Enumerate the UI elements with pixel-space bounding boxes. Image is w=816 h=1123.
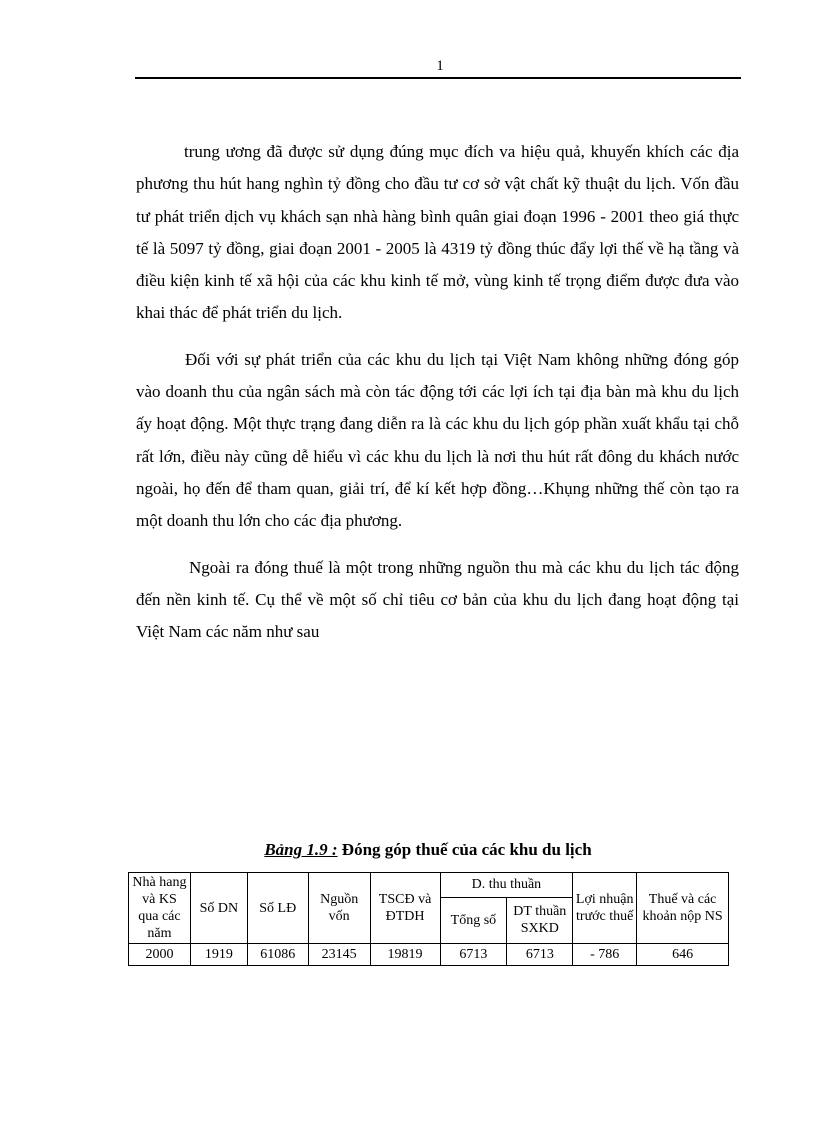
header-rule xyxy=(135,77,741,79)
cell-dt-sxkd: 6713 xyxy=(507,944,573,966)
header-so-dn: Số DN xyxy=(190,873,247,944)
cell-loi-nhuan: - 786 xyxy=(573,944,637,966)
cell-so-ld: 61086 xyxy=(247,944,308,966)
paragraph-3: Ngoài ra đóng thuế là một trong những nguồn thu mà các khu du lịch tác động đến nền kinh tế. Cụ thể về một số chỉ tiêu cơ bản của khu du lịch đang hoạt động tại Việt Nam các năm như sau xyxy=(136,557,739,642)
cell-tong-so: 6713 xyxy=(440,944,507,966)
header-tong-so: Tổng số xyxy=(440,897,507,943)
header-so-ld: Số LĐ xyxy=(247,873,308,944)
paragraph-2: Đối với sự phát triển của các khu du lịch tại Việt Nam không những đóng góp vào doanh thu của ngân sách mà còn tác động tới các lợi ích tại địa bàn mà khu du lịch ấy hoạt động. Một thực trạng đang diễn ra là các khu du lịch góp phần xuất khẩu tại chỗ rất lớn, điều này cũng dễ hiểu vì các khu du lịch là nơi thu hút rất đông du khách nước ngoài, họ đến để tham quan, giải trí, để kí kết hợp đồng…Khụng những thế còn tạo ra một doanh thu lớn cho các địa phương. xyxy=(136,349,739,531)
tax-contribution-table xyxy=(128,872,729,966)
header-dt-sxkd: DT thuần SXKD xyxy=(507,897,573,943)
cell-tscd: 19819 xyxy=(370,944,440,966)
header-doanh-thu-group: D. thu thuần xyxy=(440,873,573,898)
header-thue: Thuế và các khoản nộp NS xyxy=(637,873,729,944)
cell-year: 2000 xyxy=(129,944,191,966)
cell-nguon-von: 23145 xyxy=(308,944,370,966)
table-caption-title: Đóng góp thuế của các khu du lịch xyxy=(337,840,592,859)
cell-thue: 646 xyxy=(637,944,729,966)
cell-so-dn: 1919 xyxy=(190,944,247,966)
header-year: Nhà hang và KS qua các năm xyxy=(129,873,191,944)
table-caption-label: Bảng 1.9 : xyxy=(264,840,338,859)
body-text xyxy=(136,136,739,662)
table-header-row xyxy=(129,873,729,898)
table-caption xyxy=(128,840,728,860)
header-nguon-von: Nguồn vốn xyxy=(308,873,370,944)
header-tscd: TSCĐ và ĐTDH xyxy=(370,873,440,944)
header-loi-nhuan: Lợi nhuận trước thuế xyxy=(573,873,637,944)
page-number: 1 xyxy=(436,58,444,74)
table-row xyxy=(129,944,729,966)
paragraph-1: trung ương đã được sử dụng đúng mục đích va hiệu quả, khuyến khích các địa phương thu hút hang nghìn tỷ đồng cho đầu tư cơ sở vật chất kỹ thuật du lịch. Vốn đầu tư phát triển dịch vụ khách sạn nhà hàng bình quân giai đoạn 1996 - 2001 theo giá thực tế là 5097 tỷ đồng, giai đoạn 2001 - 2005 là 4319 tỷ đồng thúc đẩy lợi thế về hạ tầng và điều kiện kinh tế xã hội của các khu kinh tế mở, vùng kinh tế trọng điểm được đưa vào khai thác để phát triển du lịch. xyxy=(136,142,739,323)
